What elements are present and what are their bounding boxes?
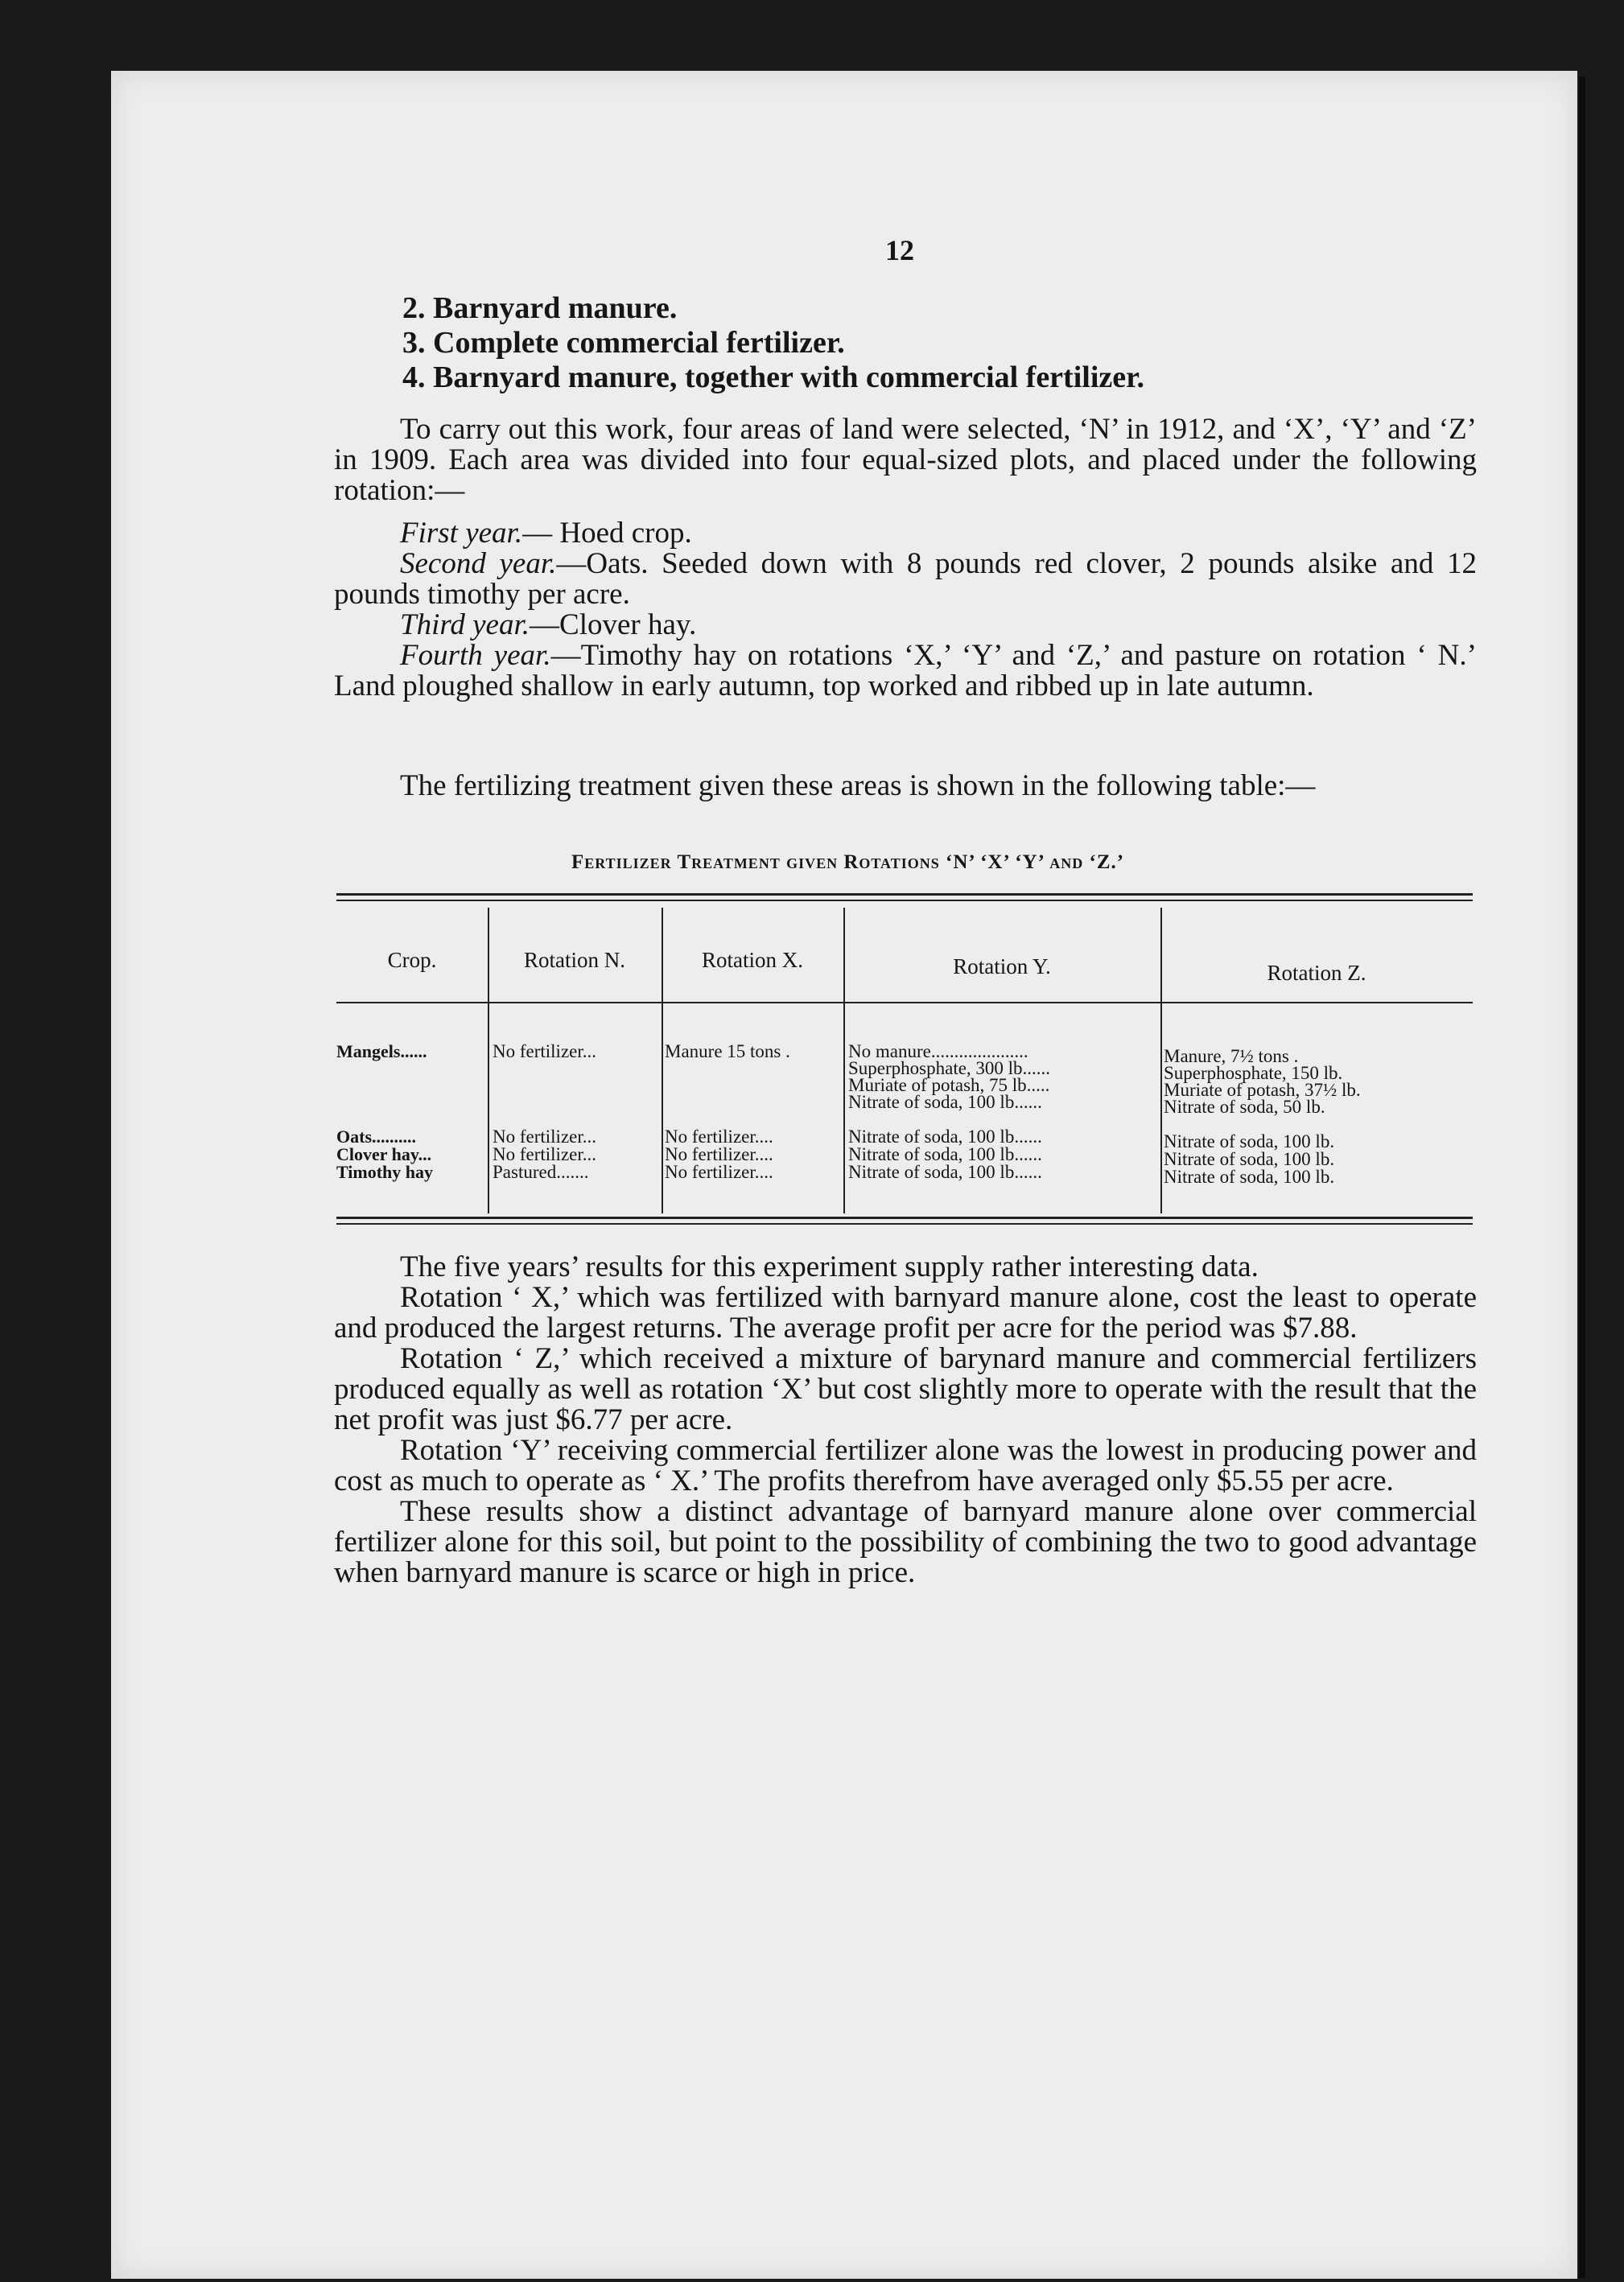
cell-line: Muriate of potash, 75 lb..... [848, 1075, 1050, 1095]
table-caption: Fertilizer Treatment given Rotations ‘N’ ‘X’ ‘Y’ and ‘Z.’ [571, 851, 1125, 873]
treatment-list [402, 291, 1144, 395]
table-header-rule [336, 1002, 1473, 1003]
year-label: First year. [400, 517, 523, 550]
page-edge [1579, 76, 1585, 2278]
table-cell-rotation-n: No fertilizer... [493, 1127, 597, 1147]
table-cell-rotation-y: Nitrate of soda, 100 lb...... [848, 1144, 1042, 1164]
table-top-rule [336, 900, 1473, 901]
table-cell-rotation-y: Nitrate of soda, 100 lb...... [848, 1127, 1042, 1147]
cell-line: Nitrate of soda, 100 lb...... [848, 1092, 1042, 1112]
table-lead [334, 771, 1477, 801]
table-bottom-rule [336, 1217, 1473, 1219]
results-paragraph: Rotation ‘Y’ receiving commercial fertilizer alone was the lowest in producing power and cost as much to operate as ‘ X.’ The profits therefrom have averaged only $5.55 per acre. [334, 1434, 1477, 1497]
table-top-rule [336, 893, 1473, 896]
table-cell-rotation-n: No fertilizer... [493, 1144, 597, 1164]
cell-line: No manure..................... [848, 1041, 1028, 1061]
column-divider [1160, 908, 1162, 1213]
year-label: Second year. [400, 547, 557, 580]
table-cell-crop: Mangels...... [336, 1041, 427, 1061]
rotation-year [334, 641, 1477, 702]
table-cell-rotation-x: No fertilizer.... [665, 1127, 773, 1147]
year-text: — Hoed crop. [522, 517, 692, 550]
rotation-year [334, 610, 1477, 641]
results-paragraph: The five years’ results for this experiment supply rather interesting data. [400, 1250, 1259, 1283]
header-rotation-x: Rotation X. [702, 948, 803, 972]
table-cell-rotation-z [1164, 1048, 1361, 1115]
header-rotation-y: Rotation Y. [953, 954, 1051, 978]
table-cell-rotation-n: No fertilizer... [493, 1041, 597, 1061]
rotation-year [334, 549, 1477, 610]
column-divider [843, 908, 845, 1213]
list-item: 2. Barnyard manure. [402, 291, 678, 325]
results-paragraph: These results show a distinct advantage of barnyard manure alone over commercial fertilizer alone for this soil, but point to the possibility of combining the two to good advantage when barnyard manure is scarce or high in price. [334, 1495, 1477, 1589]
year-label: Third year. [400, 608, 530, 641]
cell-line: Muriate of potash, 37½ lb. [1164, 1080, 1361, 1100]
table-cell-rotation-n: Pastured....... [493, 1162, 589, 1182]
intro-text: To carry out this work, four areas of land were selected, ‘N’ in 1912, and ‘X’, ‘Y’ and ‘Z’ in 1909. Each area was divided into four equal-sized plots, and placed under the following rotation:— [334, 413, 1477, 507]
table-cell-crop: Oats.......... [336, 1127, 416, 1147]
year-text: —Timothy hay on rotations ‘X,’ ‘Y’ and ‘Z,’ and pasture on rotation ‘ N.’ Land ploughed shallow in early autumn, top worked and ribbed up in late autumn. [334, 639, 1477, 702]
page-number: 12 [885, 234, 914, 266]
header-crop: Crop. [387, 948, 437, 972]
table-cell-rotation-z: Nitrate of soda, 100 lb. [1164, 1131, 1335, 1151]
cell-line: Superphosphate, 300 lb...... [848, 1058, 1051, 1078]
table-cell-rotation-z: Nitrate of soda, 100 lb. [1164, 1149, 1335, 1169]
table-cell-rotation-y [848, 1043, 1050, 1110]
year-label: Fourth year. [400, 639, 551, 672]
header-rotation-n: Rotation N. [524, 948, 625, 972]
intro-paragraph [334, 414, 1477, 506]
table-bottom-rule [336, 1223, 1473, 1225]
table-cell-rotation-x: Manure 15 tons . [665, 1041, 790, 1061]
list-item: 4. Barnyard manure, together with commercial fertilizer. [402, 360, 1144, 394]
cell-line: Manure, 7½ tons . [1164, 1046, 1299, 1066]
table-lead-text: The fertilizing treatment given these areas is shown in the following table:— [400, 769, 1316, 802]
table-cell-crop: Clover hay... [336, 1144, 432, 1164]
rotation-year [334, 518, 1477, 549]
rotation-schedule [334, 518, 1477, 702]
header-rotation-z: Rotation Z. [1267, 961, 1366, 985]
year-text: —Clover hay. [530, 608, 697, 641]
table-cell-rotation-z: Nitrate of soda, 100 lb. [1164, 1167, 1335, 1187]
results-paragraph: Rotation ‘ X,’ which was fertilized with barnyard manure alone, cost the least to operate and produced the largest returns. The average profit per acre for the period was $7.88. [334, 1281, 1477, 1345]
cell-line: Superphosphate, 150 lb. [1164, 1063, 1343, 1083]
year-text: —Oats. Seeded down with 8 pounds red clover, 2 pounds alsike and 12 pounds timothy per acre. [334, 547, 1477, 611]
results-paragraph: Rotation ‘ Z,’ which received a mixture of barynard manure and commercial fertilizers produced equally as well as rotation ‘X’ but cost slightly more to operate with the result that the net profit was just $6.77 per acre. [334, 1342, 1477, 1436]
table-cell-rotation-y: Nitrate of soda, 100 lb...... [848, 1162, 1042, 1182]
table-cell-rotation-x: No fertilizer.... [665, 1162, 773, 1182]
cell-line: Nitrate of soda, 50 lb. [1164, 1097, 1325, 1117]
results-section [334, 1252, 1477, 1588]
table-cell-crop: Timothy hay [336, 1162, 434, 1182]
list-item: 3. Complete commercial fertilizer. [402, 326, 845, 360]
table-cell-rotation-x: No fertilizer.... [665, 1144, 773, 1164]
